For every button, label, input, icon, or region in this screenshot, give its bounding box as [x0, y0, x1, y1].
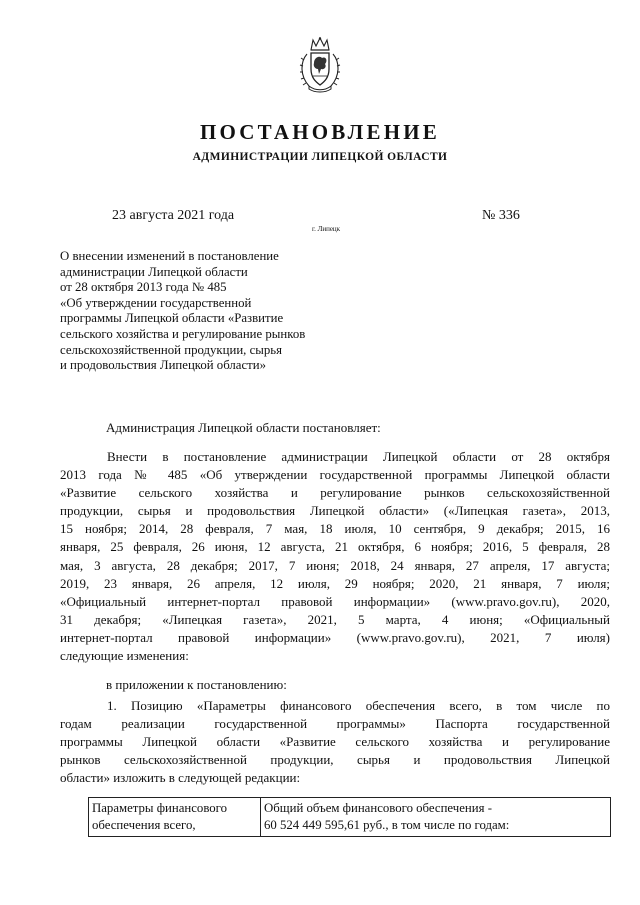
heading-line: администрации Липецкой области — [60, 264, 248, 279]
paragraph-line: рынков сельскохозяйственной продукции, сырья и продовольствия Липецкой — [60, 752, 610, 768]
heading-line: от 28 октября 2013 года № 485 — [60, 280, 227, 295]
paragraph-item-1 — [60, 697, 610, 787]
paragraph-line: области» изложить в следующей редакции: — [60, 770, 301, 786]
paragraph-line: 1. Позицию «Параметры финансового обеспечения всего, в том числе по — [107, 698, 610, 713]
paragraph-line: Внести в постановление администрации Липецкой области от 28 октября — [107, 449, 610, 464]
cell-line: Общий объем финансового обеспечения - — [264, 801, 492, 815]
table-cell-value — [261, 798, 611, 837]
paragraph-line: 15 ноября; 2014, 28 февраля, 7 мая, 18 июля, 10 сентября, 9 декабря; 2015, 16 — [60, 521, 610, 537]
document-subtitle: АДМИНИСТРАЦИИ ЛИПЕЦКОЙ ОБЛАСТИ — [192, 151, 448, 163]
financing-table — [88, 797, 611, 837]
paragraph-line: программы Липецкой области «Развитие сельского хозяйства и регулирование — [60, 734, 610, 750]
paragraph-line: мая, 3 августа, 28 декабря; 2017, 7 июня; 2018, 24 января, 27 апреля, 17 августа; — [60, 557, 610, 573]
cell-line: Параметры финансового — [92, 801, 227, 815]
document-date: 23 августа 2021 года — [112, 208, 235, 223]
table-row — [89, 798, 611, 837]
paragraph-line: января, 25 февраля, 26 июня, 12 августа, 21 октября, 6 ноября; 2016, 5 февраля, 28 — [60, 539, 610, 555]
cell-line: 60 524 449 595,61 руб., в том числе по годам: — [264, 818, 510, 832]
document-title: ПОСТАНОВЛЕНИЕ — [199, 120, 441, 144]
heading-line: сельскохозяйственной продукции, сырья — [60, 342, 282, 357]
heading-line: О внесении изменений в постановление — [60, 249, 279, 263]
paragraph-line: 2019, 23 января, 26 апреля, 12 июля, 29 ноября; 2020, 21 января, 7 июля; — [60, 575, 610, 591]
paragraph-line: интернет-портал правовой информации» (www.pravo.gov.ru), 2021, 7 июля) — [60, 629, 610, 645]
heading-line: программы Липецкой области «Развитие — [60, 311, 284, 326]
document-heading — [60, 249, 390, 374]
paragraph-line: продукции, сырья и продовольствия Липецкой области» («Липецкая газета», 2013, — [60, 503, 610, 519]
coat-of-arms-icon — [297, 36, 343, 94]
paragraph-line: «Развитие сельского хозяйства и регулирование рынков сельскохозяйственной — [60, 485, 610, 501]
intro-statement: Администрация Липецкой области постановляет: — [106, 420, 381, 435]
table-cell-parameter — [89, 798, 261, 837]
paragraph-line: годам реализации государственной программы» Паспорта государственной — [60, 716, 610, 732]
document-city: г. Липецк — [312, 225, 341, 233]
heading-line: «Об утверждении государственной — [60, 295, 252, 310]
paragraph-line: 31 декабря; «Липецкая газета», 2021, 5 марта, 4 июня; «Официальный — [60, 611, 610, 627]
paragraph-line: «Официальный интернет-портал правовой информации» (www.pravo.gov.ru), 2020, — [60, 593, 610, 609]
paragraph-line: следующие изменения: — [60, 648, 189, 664]
cell-line: обеспечения всего, — [92, 818, 196, 832]
paragraph-line: 2013 года № 485 «Об утверждении государственной программы Липецкой области — [60, 467, 610, 483]
heading-line: и продовольствия Липецкой области» — [60, 358, 266, 373]
paragraph-amendments — [60, 448, 610, 665]
appendix-intro: в приложении к постановлению: — [106, 677, 287, 692]
heading-line: сельского хозяйства и регулирование рынков — [60, 326, 306, 341]
document-number: № 336 — [482, 208, 520, 223]
